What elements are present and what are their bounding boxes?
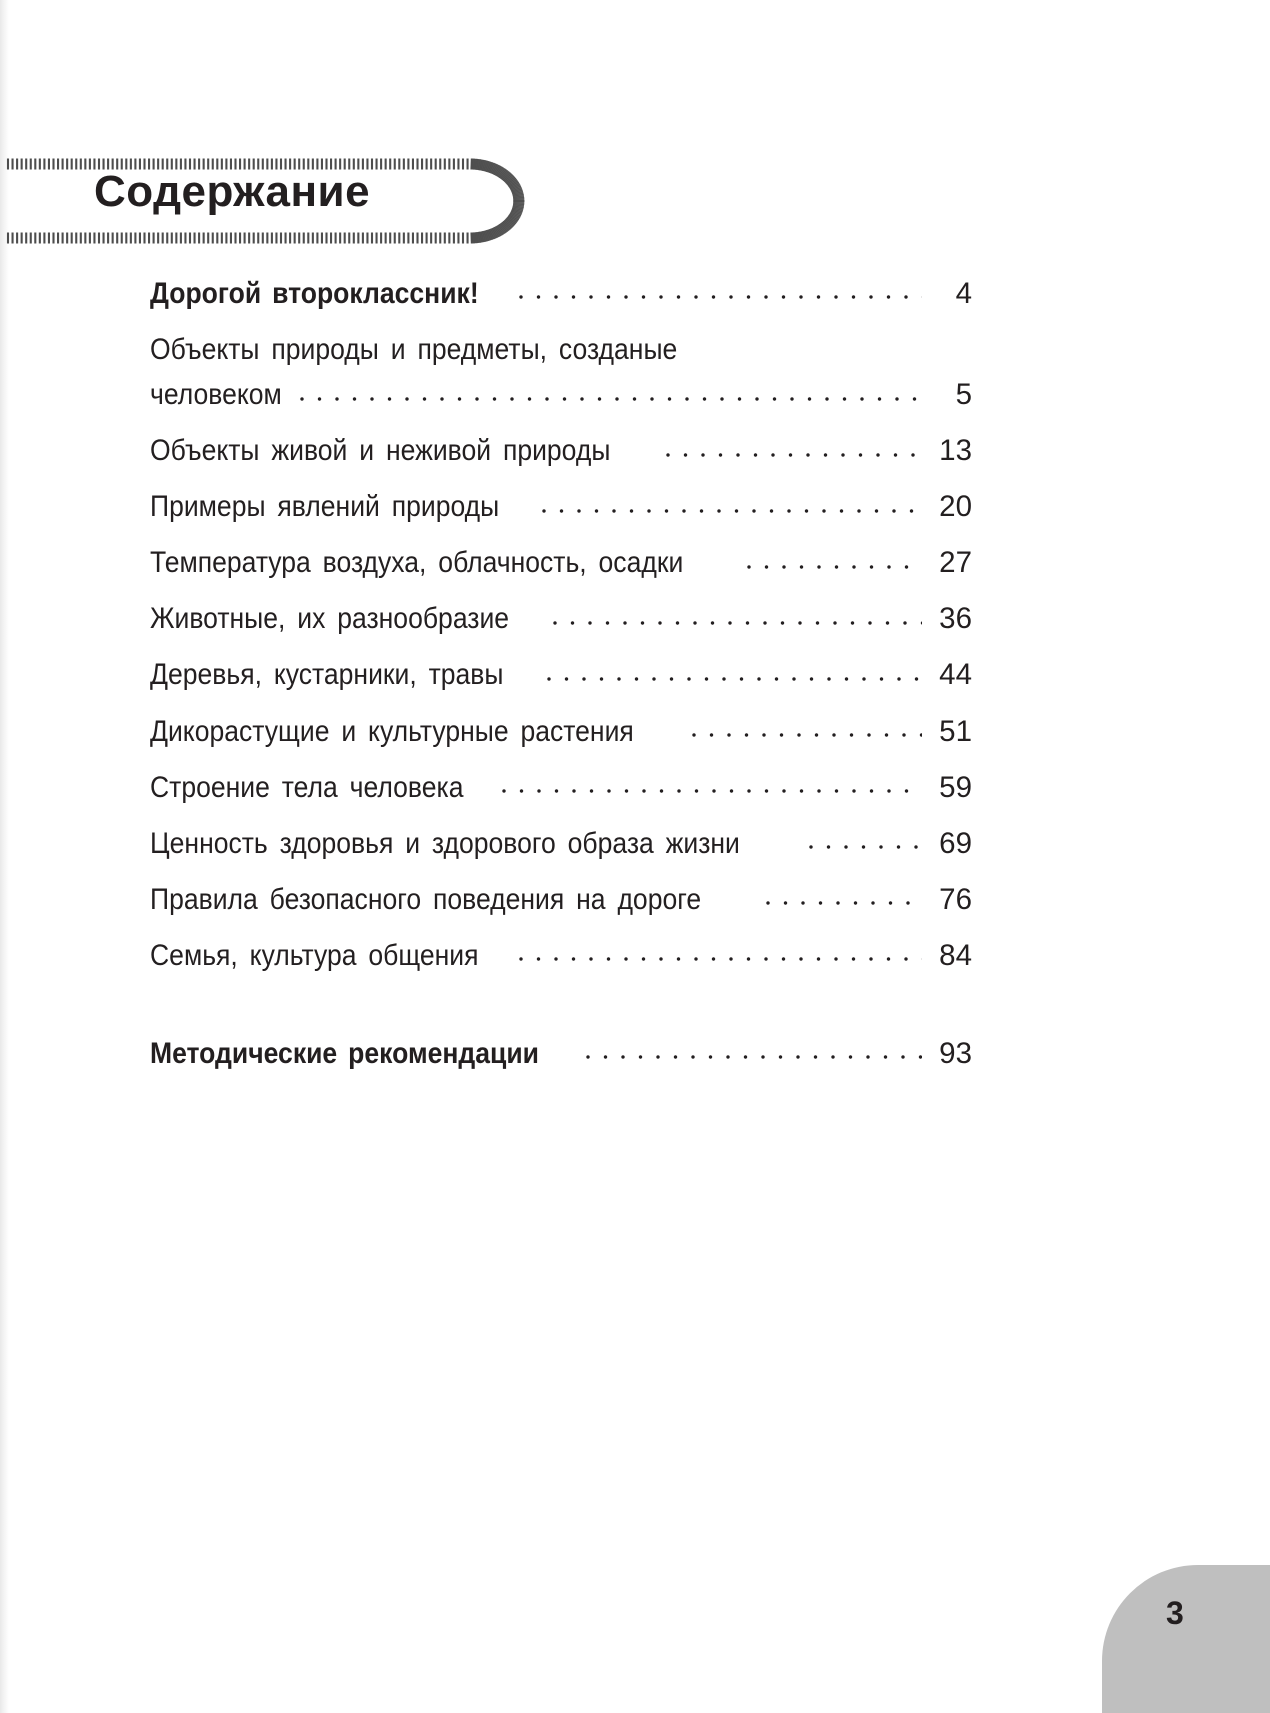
dot-leader bbox=[692, 725, 922, 741]
toc-entry-page-number: 93 bbox=[939, 1036, 972, 1070]
dot-leader bbox=[586, 1047, 922, 1063]
dot-leader bbox=[519, 949, 922, 965]
toc-entry-label: Дикорастущие и культурные растения bbox=[150, 714, 634, 748]
dot-leader bbox=[553, 612, 922, 628]
toc-entry[interactable] bbox=[150, 429, 972, 472]
toc-entry-page-number: 59 bbox=[939, 770, 972, 804]
toc-entry-page-number: 27 bbox=[939, 546, 972, 580]
page-title: Содержание bbox=[94, 167, 371, 216]
toc-entry[interactable] bbox=[150, 597, 972, 640]
toc-entry-label: Семья, культура общения bbox=[150, 938, 479, 972]
toc-entry-label: Животные, их разнообразие bbox=[150, 602, 510, 636]
toc-entry-label: Методические рекомендации bbox=[150, 1036, 539, 1070]
toc-entry-label: Объекты живой и неживой природы bbox=[150, 434, 611, 468]
toc-entry-page-number: 20 bbox=[939, 490, 972, 524]
toc-entry[interactable] bbox=[150, 822, 972, 865]
toc-entry-label: человеком bbox=[150, 378, 282, 412]
dot-leader bbox=[747, 556, 922, 572]
toc-entry-page-number: 76 bbox=[939, 882, 972, 916]
dot-leader bbox=[519, 287, 922, 303]
toc-entry[interactable] bbox=[150, 934, 972, 977]
toc-entry-label: Примеры явлений природы bbox=[150, 490, 500, 524]
page-header bbox=[0, 148, 1270, 258]
toc-entry[interactable] bbox=[150, 766, 972, 809]
toc-entry-label: Дорогой второклассник! bbox=[150, 277, 479, 310]
dot-leader bbox=[542, 500, 922, 516]
toc-entry-page-number: 84 bbox=[939, 938, 972, 972]
toc-entry[interactable] bbox=[150, 710, 972, 753]
toc-entry-page-number: 51 bbox=[939, 714, 972, 748]
toc-entry[interactable] bbox=[150, 653, 972, 696]
toc-entry-row bbox=[150, 541, 972, 584]
dot-leader bbox=[766, 893, 922, 909]
toc-entry-row bbox=[150, 485, 972, 528]
toc-entry-page-number: 4 bbox=[955, 277, 972, 310]
dot-leader bbox=[666, 444, 922, 460]
toc-entry-row bbox=[150, 710, 972, 753]
toc-entry-row bbox=[150, 373, 972, 416]
toc-entry-row bbox=[150, 878, 972, 921]
table-of-contents bbox=[150, 272, 972, 1088]
toc-entry-page-number: 36 bbox=[939, 602, 972, 636]
dot-leader bbox=[809, 837, 922, 853]
toc-entry-row bbox=[150, 934, 972, 977]
toc-entry-row bbox=[150, 429, 972, 472]
dot-leader bbox=[300, 388, 922, 404]
toc-entry-page-number: 5 bbox=[955, 378, 972, 412]
toc-entry-page-number: 44 bbox=[939, 658, 972, 692]
folio-corner-tab bbox=[1102, 1565, 1270, 1713]
toc-entry[interactable] bbox=[150, 1032, 972, 1075]
toc-entry[interactable] bbox=[150, 272, 972, 315]
toc-entry[interactable] bbox=[150, 328, 972, 416]
toc-entry-label: Строение тела человека bbox=[150, 770, 464, 804]
toc-entry-row bbox=[150, 653, 972, 696]
toc-entry-label-line: Объекты природы и предметы, созданые bbox=[150, 333, 678, 367]
toc-entry-row bbox=[150, 597, 972, 640]
toc-entry-row bbox=[150, 766, 972, 809]
page-number: 3 bbox=[1166, 1595, 1184, 1631]
toc-entry-page-number: 69 bbox=[939, 826, 972, 860]
toc-entry[interactable] bbox=[150, 541, 972, 584]
toc-entry-label: Ценность здоровья и здорового образа жизни bbox=[150, 826, 740, 860]
toc-entry-row bbox=[150, 1032, 972, 1075]
dot-leader bbox=[547, 668, 922, 684]
toc-entry-row bbox=[150, 272, 972, 315]
toc-entry-label: Правила безопасного поведения на дороге bbox=[150, 882, 702, 916]
toc-entry[interactable] bbox=[150, 485, 972, 528]
toc-entry[interactable] bbox=[150, 878, 972, 921]
dot-leader bbox=[502, 781, 922, 797]
toc-entry-label: Деревья, кустарники, травы bbox=[150, 658, 504, 692]
toc-entry-row bbox=[150, 822, 972, 865]
toc-entry-label: Температура воздуха, облачность, осадки bbox=[150, 546, 684, 580]
toc-entry-page-number: 13 bbox=[939, 434, 972, 468]
